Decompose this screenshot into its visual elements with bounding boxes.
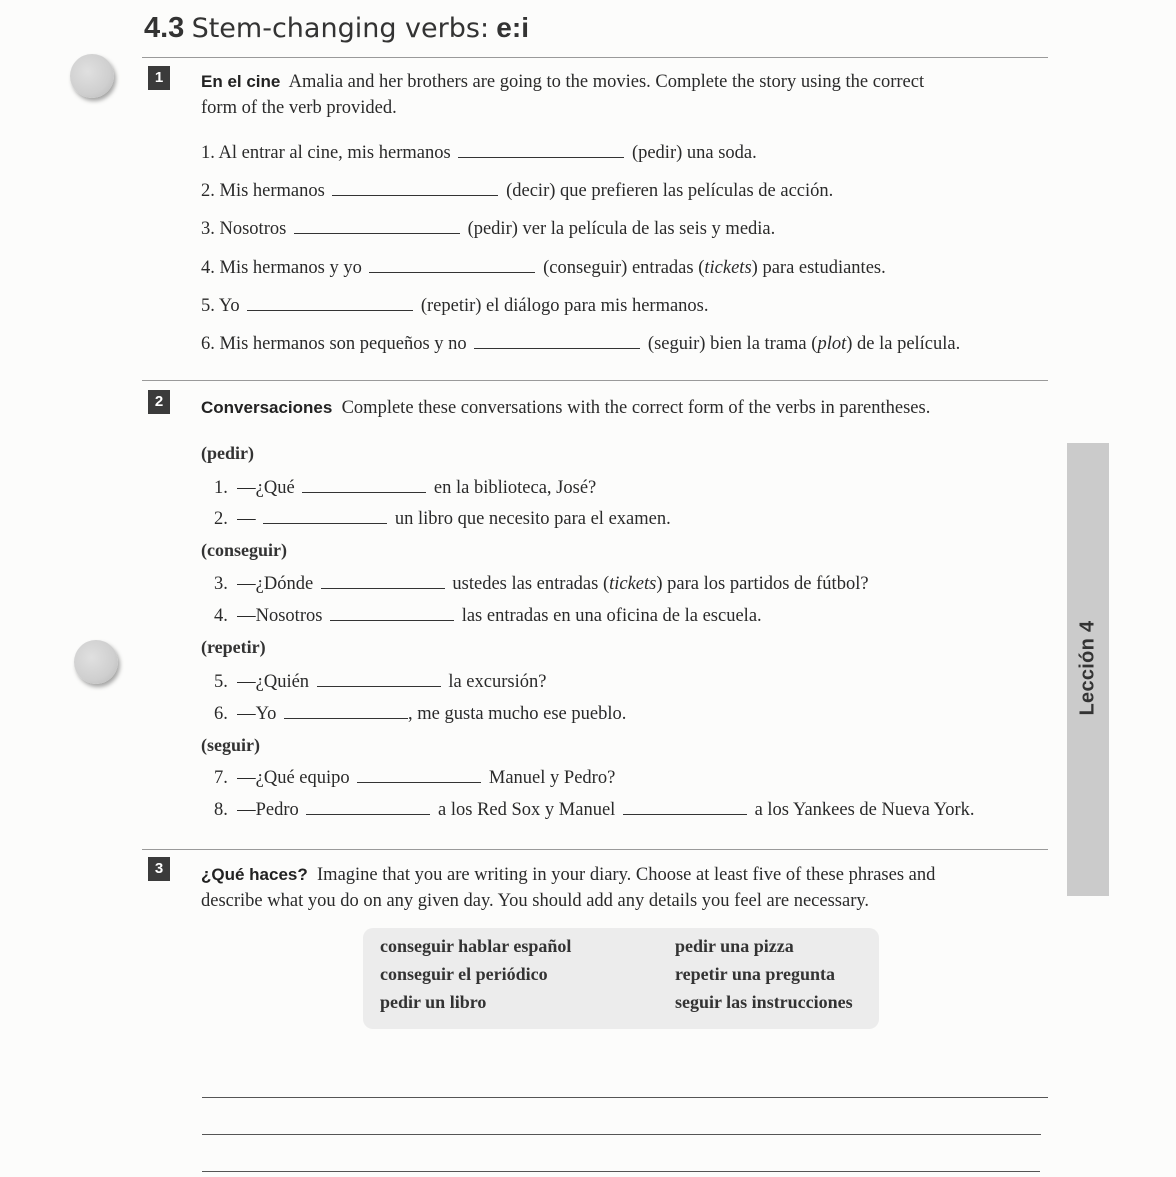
lesson-side-label: Lección 4 <box>1076 620 1099 716</box>
answer-blank[interactable] <box>302 477 426 493</box>
answer-blank[interactable] <box>294 218 460 234</box>
phrase-bank-right-column <box>675 936 853 1020</box>
item-text: a los Red Sox y Manuel <box>438 800 616 820</box>
item-text: ustedes las entradas ( <box>452 574 610 594</box>
activity-2-instructions <box>201 395 930 421</box>
item-text: Manuel y Pedro? <box>488 768 616 788</box>
verb-group-label: (seguir) <box>201 735 260 755</box>
activity-3-badge: 3 <box>148 857 170 881</box>
activity-2-instructions-text: Complete these conversations with the correct form of the verbs in parentheses. <box>341 398 931 418</box>
item-text: 3. Nosotros <box>201 219 287 239</box>
phrase-item: conseguir hablar español <box>380 936 572 956</box>
answer-blank[interactable] <box>332 180 498 196</box>
activity-2-item-3 <box>214 573 869 595</box>
item-text: ) para los partidos de fútbol? <box>656 574 869 594</box>
activity-1-item-5 <box>201 295 709 317</box>
item-text: (conseguir) entradas ( <box>543 258 705 278</box>
activity-1-item-1 <box>201 142 757 164</box>
item-text: , me gusta mucho ese pueblo. <box>408 704 627 724</box>
answer-blank[interactable] <box>357 767 481 783</box>
item-text: — <box>237 509 256 529</box>
activity-2-item-4 <box>214 605 762 627</box>
item-text: 1. Al entrar al cine, mis hermanos <box>201 143 451 163</box>
item-text: 2. Mis hermanos <box>201 181 325 201</box>
section-title: Stem-changing verbs: <box>191 13 490 44</box>
page-title <box>144 12 529 45</box>
activity-2-item-8 <box>214 799 975 821</box>
phrase-item: pedir un libro <box>380 992 487 1012</box>
item-text: —Pedro <box>237 800 299 820</box>
title-divider <box>142 57 1048 58</box>
phrase-item: conseguir el periódico <box>380 964 548 984</box>
item-text: a los Yankees de Nueva York. <box>754 800 975 820</box>
item-text: 5. Yo <box>201 296 240 316</box>
item-text: en la biblioteca, José? <box>433 478 597 498</box>
item-number: 1. <box>214 478 228 498</box>
activity-1-instructions <box>201 69 1041 121</box>
item-text: (repetir) el diálogo para mis hermanos. <box>420 296 709 316</box>
activity-3-instructions <box>201 862 1061 914</box>
activity-1-item-3 <box>201 218 775 240</box>
item-number: 6. <box>214 704 228 724</box>
item-text: (pedir) una soda. <box>631 143 757 163</box>
item-text: ) para estudiantes. <box>751 258 886 278</box>
answer-blank[interactable] <box>284 703 408 719</box>
verb-group-label: (conseguir) <box>201 540 287 560</box>
writing-line[interactable] <box>202 1097 1048 1098</box>
item-text: —¿Dónde <box>237 574 314 594</box>
activity-1-title: En el cine <box>201 72 281 91</box>
item-number: 2. <box>214 509 228 529</box>
answer-blank[interactable] <box>317 671 441 687</box>
activity-2-item-1 <box>214 477 596 499</box>
answer-blank[interactable] <box>330 605 454 621</box>
activity-3-title: ¿Qué haces? <box>201 865 308 884</box>
answer-blank[interactable] <box>247 295 413 311</box>
item-number: 8. <box>214 800 228 820</box>
item-number: 4. <box>214 606 228 626</box>
phrase-item: pedir una pizza <box>675 936 794 956</box>
item-text-italic: tickets <box>704 258 752 278</box>
section-title-suffix: e:i <box>496 12 529 43</box>
answer-blank[interactable] <box>474 333 640 349</box>
item-text-italic: tickets <box>609 574 657 594</box>
binder-hole-middle <box>74 640 118 684</box>
activity-2-badge: 2 <box>148 390 170 414</box>
activity-divider <box>142 849 1048 850</box>
answer-blank[interactable] <box>306 799 430 815</box>
item-text: —Yo <box>237 704 277 724</box>
item-text: ) de la película. <box>846 334 961 354</box>
activity-1-item-2 <box>201 180 833 202</box>
phrase-bank-left-column <box>380 936 571 1020</box>
item-text: (decir) que prefieren las películas de acción. <box>506 181 834 201</box>
binder-hole-top <box>70 54 114 98</box>
activity-1-badge: 1 <box>148 66 170 90</box>
item-number: 5. <box>214 672 228 692</box>
answer-blank[interactable] <box>321 573 445 589</box>
item-text: un libro que necesito para el examen. <box>394 509 671 529</box>
item-text: —¿Qué <box>237 478 295 498</box>
answer-blank[interactable] <box>623 799 747 815</box>
item-text: 4. Mis hermanos y yo <box>201 258 362 278</box>
item-text: (pedir) ver la película de las seis y media. <box>467 219 776 239</box>
activity-1-item-6 <box>201 333 960 355</box>
answer-blank[interactable] <box>263 508 387 524</box>
activity-2-title: Conversaciones <box>201 398 333 417</box>
activity-1-item-4 <box>201 257 886 279</box>
item-text: la excursión? <box>448 672 547 692</box>
item-text: —¿Qué equipo <box>237 768 350 788</box>
item-text: 6. Mis hermanos son pequeños y no <box>201 334 467 354</box>
activity-2-item-7 <box>214 767 615 789</box>
item-text: —Nosotros <box>237 606 323 626</box>
item-number: 3. <box>214 574 228 594</box>
activity-3-instructions-line2: describe what you do on any given day. You should add any details you feel are necessary. <box>201 891 870 911</box>
phrase-item: repetir una pregunta <box>675 964 836 984</box>
activity-3-instructions-line1: Imagine that you are writing in your diary. Choose at least five of these phrases and <box>317 865 936 885</box>
item-text: (seguir) bien la trama ( <box>647 334 818 354</box>
item-text: —¿Quién <box>237 672 310 692</box>
writing-line[interactable] <box>202 1171 1040 1172</box>
activity-1-instructions-line1: Amalia and her brothers are going to the movies. Complete the story using the correct <box>288 72 925 92</box>
verb-group-label: (pedir) <box>201 443 254 463</box>
activity-divider <box>142 380 1048 381</box>
answer-blank[interactable] <box>458 142 624 158</box>
activity-1-instructions-line2: form of the verb provided. <box>201 98 397 118</box>
item-text-italic: plot <box>817 334 847 354</box>
phrase-item: seguir las instrucciones <box>675 992 853 1012</box>
answer-blank[interactable] <box>369 257 535 273</box>
item-text: las entradas en una oficina de la escuela. <box>461 606 762 626</box>
section-number: 4.3 <box>144 12 185 44</box>
activity-2-item-5 <box>214 671 546 693</box>
activity-2-item-6 <box>214 703 626 725</box>
verb-group-label: (repetir) <box>201 637 266 657</box>
item-number: 7. <box>214 768 228 788</box>
activity-2-item-2 <box>214 508 671 530</box>
writing-line[interactable] <box>202 1134 1041 1135</box>
